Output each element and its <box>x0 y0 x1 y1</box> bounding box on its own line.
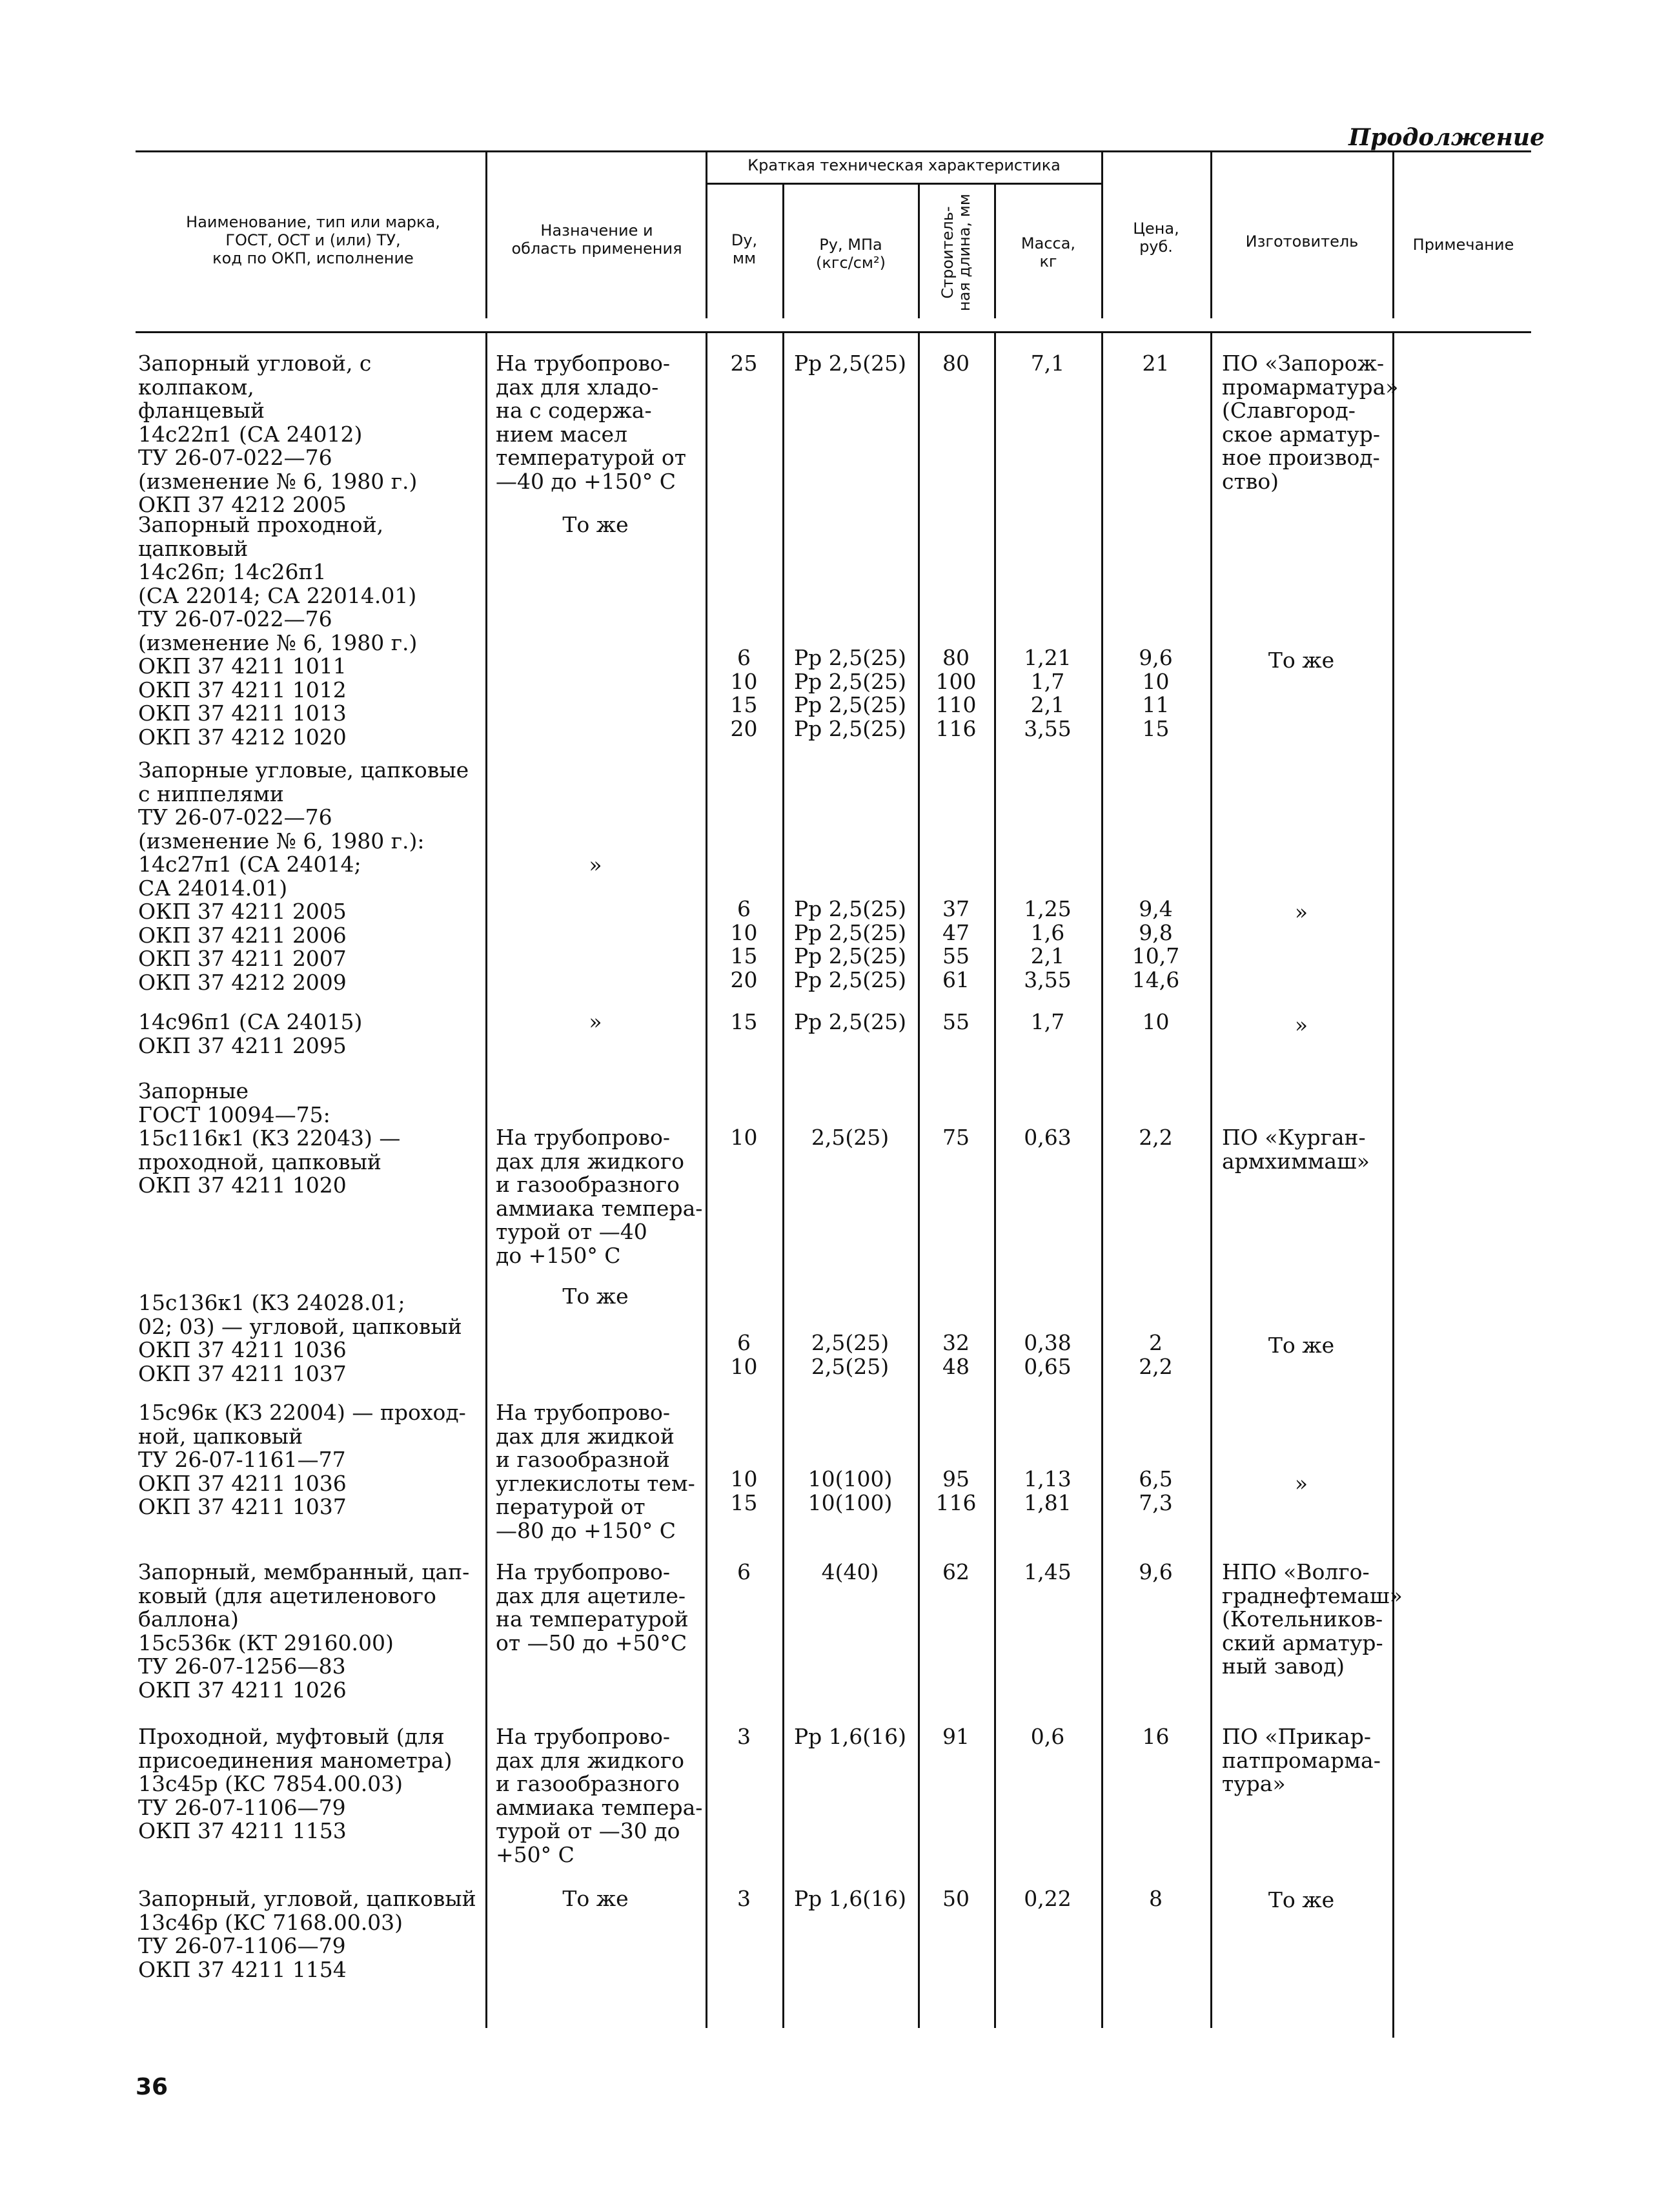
row-8-mass: 1,45 <box>1024 1559 1072 1584</box>
row-1-name: Запорный угловой, с колпаком, фланцевый 14с22п1 (СА 24012) ТУ 26-07-022—76 (изменение № 6, 1980 г.) ОКП 37 4212 2005 <box>138 351 418 517</box>
row-1-purpose: На трубопрово- дах для хладо- на с содержа- нием масел температурой от —40 до +150° С <box>496 351 687 494</box>
row-5-purpose: На трубопрово- дах для жидкого и газообразного аммиака темпера- турой от —40 до +150° С <box>496 1125 703 1268</box>
row-3-maker: » <box>1294 899 1308 925</box>
row-4-py: Pр 2,5(25) <box>793 1009 907 1034</box>
row-4-dy: 15 <box>730 1009 758 1034</box>
row-9-py: Pр 1,6(16) <box>793 1724 907 1749</box>
row-5-name: Запорные ГОСТ 10094—75: 15с116к1 (КЗ 22043) — проходной, цапковый ОКП 37 4211 1020 <box>138 1078 401 1198</box>
header-divider <box>1210 152 1212 318</box>
row-10-py: Pр 1,6(16) <box>793 1886 907 1911</box>
row-9-mass: 0,6 <box>1030 1724 1065 1749</box>
row-4-name: 14с96п1 (СА 24015) ОКП 37 4211 2095 <box>138 1009 363 1058</box>
row-2-dy: 6 10 15 20 <box>730 645 758 741</box>
header-divider <box>1392 152 1394 318</box>
row-2-name: Запорный проходной, цапковый 14с26п; 14с26п1 (СА 22014; СА 22014.01) ТУ 26-07-022—76 (изменение № 6, 1980 г.) ОКП 37 4211 1011 ОКП 37 4211 1012 ОКП 37 4211 1013 ОКП 37 4212 1020 <box>138 512 418 750</box>
row-5-price: 2,2 <box>1139 1125 1173 1150</box>
row-6-purpose: То же <box>562 1284 629 1309</box>
row-1-mass: 7,1 <box>1030 351 1065 376</box>
row-3-purpose: » <box>589 852 602 877</box>
row-1-py: Pр 2,5(25) <box>793 351 907 376</box>
row-8-dy: 6 <box>737 1559 751 1584</box>
header-name: Наименование, тип или марка, ГОСТ, ОСТ и (или) ТУ, код по ОКП, исполнение <box>186 213 440 267</box>
tech-group-rule <box>706 183 1101 185</box>
header-purpose: Назначение и область применения <box>511 221 682 258</box>
row-10-length: 50 <box>942 1886 970 1911</box>
header-length: Строитель- ная длина, мм <box>939 194 973 311</box>
row-10-price: 8 <box>1149 1886 1163 1911</box>
row-6-maker: То же <box>1268 1333 1335 1358</box>
continuation-label: Продолжение <box>1348 124 1545 151</box>
row-3-price: 9,4 9,8 10,7 14,6 <box>1132 896 1180 992</box>
row-1-price: 21 <box>1142 351 1170 376</box>
row-9-purpose: На трубопрово- дах для жидкого и газообразного аммиака темпера- турой от —30 до +50° С <box>496 1724 703 1867</box>
row-5-dy: 10 <box>730 1125 758 1150</box>
row-6-length: 32 48 <box>942 1330 970 1379</box>
row-8-name: Запорный, мембранный, цап- ковый (для ацетиленового баллона) 15с536к (КТ 29160.00) ТУ 26-07-1256—83 ОКП 37 4211 1026 <box>138 1559 470 1703</box>
row-4-length: 55 <box>942 1009 970 1034</box>
row-3-length: 37 47 55 61 <box>942 896 970 992</box>
column-divider <box>918 333 920 2028</box>
row-7-length: 95 116 <box>935 1466 977 1515</box>
row-10-purpose: То же <box>562 1886 629 1911</box>
header-divider <box>782 185 784 318</box>
row-8-price: 9,6 <box>1139 1559 1173 1584</box>
row-8-py: 4(40) <box>821 1559 879 1584</box>
row-8-maker: НПО «Волго- граднефтемаш» (Котельников- ский арматур- ный завод) <box>1222 1559 1403 1679</box>
header-divider <box>1101 152 1103 318</box>
row-3-name: Запорные угловые, цапковые с ниппелями ТУ 26-07-022—76 (изменение № 6, 1980 г.): 14с27п1 (СА 24014; СА 24014.01) ОКП 37 4211 2005 ОКП 37 4211 2006 ОКП 37 4211 2007 ОКП 37 4212 2009 <box>138 757 469 995</box>
row-7-dy: 10 15 <box>730 1466 758 1515</box>
header-divider <box>706 152 707 318</box>
row-10-dy: 3 <box>737 1886 751 1911</box>
row-3-dy: 6 10 15 20 <box>730 896 758 992</box>
table-top-rule <box>136 150 1531 152</box>
row-2-mass: 1,21 1,7 2,1 3,55 <box>1024 645 1072 741</box>
row-7-purpose: На трубопрово- дах для жидкой и газообразной углекислоты тем- пературой от —80 до +150° С <box>496 1400 695 1543</box>
header-note: Примечание <box>1412 236 1514 254</box>
header-divider <box>918 185 920 318</box>
row-9-name: Проходной, муфтовый (для присоединения манометра) 13с45р (КС 7854.00.03) ТУ 26-07-1106—79 ОКП 37 4211 1153 <box>138 1724 452 1843</box>
row-7-mass: 1,13 1,81 <box>1024 1466 1072 1515</box>
row-6-mass: 0,38 0,65 <box>1024 1330 1072 1379</box>
row-3-py: Pр 2,5(25) Pр 2,5(25) Pр 2,5(25) Pр 2,5(25) <box>793 896 907 992</box>
row-5-mass: 0,63 <box>1024 1125 1072 1150</box>
row-4-purpose: » <box>589 1009 602 1034</box>
row-1-maker: ПО «Запорож- промарматура» (Славгород- ское арматур- ное производ- ство) <box>1222 351 1399 494</box>
row-2-purpose: То же <box>562 512 629 537</box>
row-2-price: 9,6 10 11 15 <box>1139 645 1173 741</box>
row-9-price: 16 <box>1142 1724 1170 1749</box>
row-6-name: 15с136к1 (КЗ 24028.01; 02; 03) — угловой, цапковый ОКП 37 4211 1036 ОКП 37 4211 1037 <box>138 1290 462 1386</box>
row-6-dy: 6 10 <box>730 1330 758 1379</box>
row-4-price: 10 <box>1142 1009 1170 1034</box>
row-10-name: Запорный, угловой, цапковый 13с46р (КС 7168.00.03) ТУ 26-07-1106—79 ОКП 37 4211 1154 <box>138 1886 476 1982</box>
row-9-maker: ПО «Прикар- патпромарма- тура» <box>1222 1724 1381 1796</box>
column-divider <box>706 333 707 2028</box>
row-6-py: 2,5(25) 2,5(25) <box>811 1330 889 1379</box>
header-bottom-rule <box>136 331 1531 333</box>
row-7-name: 15с96к (КЗ 22004) — проход- ной, цапковый ТУ 26-07-1161—77 ОКП 37 4211 1036 ОКП 37 4211 1037 <box>138 1400 466 1519</box>
row-7-maker: » <box>1294 1471 1308 1496</box>
row-7-py: 10(100) 10(100) <box>808 1466 893 1515</box>
row-2-py: Pр 2,5(25) Pр 2,5(25) Pр 2,5(25) Pр 2,5(25) <box>793 645 907 741</box>
column-divider <box>485 333 487 2028</box>
row-9-length: 91 <box>942 1724 970 1749</box>
header-price: Цена, руб. <box>1133 220 1179 256</box>
column-divider <box>1101 333 1103 2028</box>
row-8-purpose: На трубопрово- дах для ацетиле- на температурой от —50 до +50°С <box>496 1559 689 1655</box>
row-7-price: 6,5 7,3 <box>1139 1466 1173 1515</box>
column-divider <box>1392 333 1394 2038</box>
header-maker: Изготовитель <box>1245 232 1359 251</box>
row-5-py: 2,5(25) <box>811 1125 889 1150</box>
row-5-maker: ПО «Курган- армхиммаш» <box>1222 1125 1370 1174</box>
row-10-maker: То же <box>1268 1887 1335 1912</box>
row-5-length: 75 <box>942 1125 970 1150</box>
row-2-maker: То же <box>1268 648 1335 673</box>
row-2-length: 80 100 110 116 <box>935 645 977 741</box>
column-divider <box>782 333 784 2028</box>
row-3-mass: 1,25 1,6 2,1 3,55 <box>1024 896 1072 992</box>
row-9-dy: 3 <box>737 1724 751 1749</box>
row-8-length: 62 <box>942 1559 970 1584</box>
row-4-maker: » <box>1294 1012 1308 1038</box>
row-10-mass: 0,22 <box>1024 1886 1072 1911</box>
row-1-dy: 25 <box>730 351 758 376</box>
column-divider <box>1210 333 1212 2028</box>
row-1-length: 80 <box>942 351 970 376</box>
page-number: 36 <box>136 2074 168 2100</box>
header-divider <box>485 152 487 318</box>
header-py: Pу, МПа (кгс/см²) <box>815 236 886 272</box>
header-tech-group: Краткая техническая характеристика <box>747 156 1061 174</box>
header-mass: Масса, кг <box>1021 234 1076 271</box>
header-divider <box>994 185 996 318</box>
header-dy: Dу, мм <box>731 231 758 267</box>
row-4-mass: 1,7 <box>1030 1009 1065 1034</box>
column-divider <box>994 333 996 2028</box>
row-6-price: 2 2,2 <box>1139 1330 1173 1379</box>
